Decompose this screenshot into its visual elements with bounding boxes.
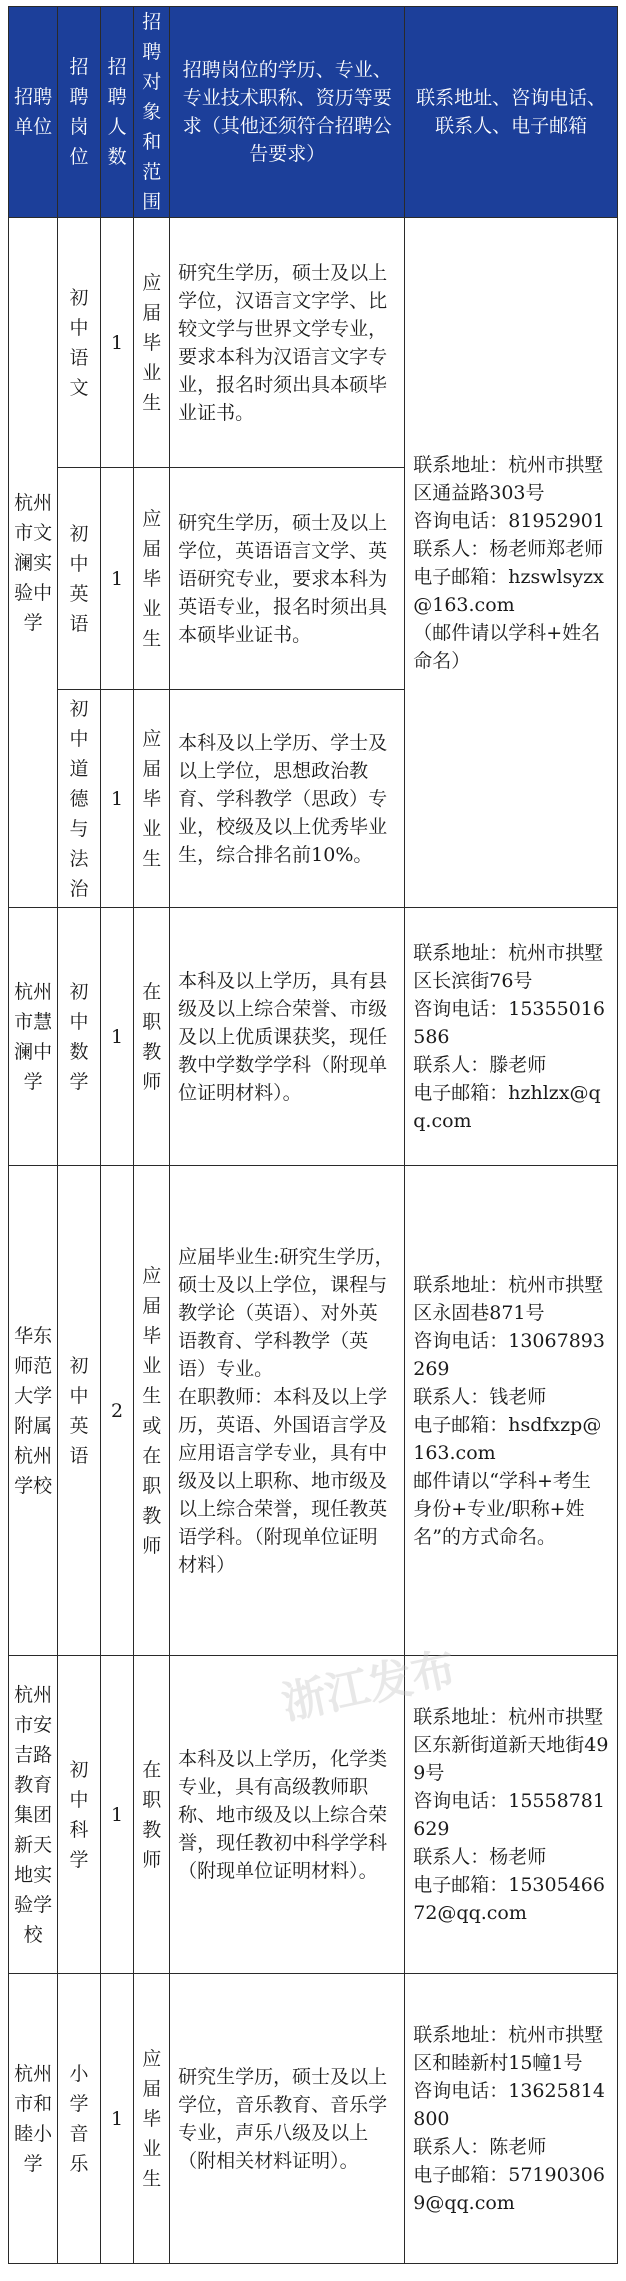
table-row [9,908,618,1166]
header-requirements: 招聘岗位的学历、专业、专业技术职称、资历等要求（其他还须符合招聘公告要求） [170,7,405,218]
unit-name-cell: 杭州市和睦小学 [9,1974,58,2264]
count-cell: 1 [100,1656,134,1974]
count-cell: 1 [100,908,134,1166]
post-cell: 初中英语 [58,468,101,690]
contact-cell: 联系地址：杭州市拱墅区永固巷871号 咨询电话：13067893269 联系人：钱老师 电子邮箱：hsdfxzp@163.com 邮件请以“学科+考生身份+专业/职称+姓名”的方式命名。 [405,1166,618,1656]
requirements-cell: 研究生学历，硕士及以上学位，汉语言文字学、比较文学与世界文学专业，要求本科为汉语言文字专业，报名时须出具本硕毕业证书。 [170,218,405,468]
contact-cell: 联系地址：杭州市拱墅区通益路303号 咨询电话：81952901 联系人：杨老师郑老师 电子邮箱：hzswlsyzx@163.com （邮件请以学科+姓名命名） [405,218,618,908]
header-contact: 联系地址、咨询电话、联系人、电子邮箱 [405,7,618,218]
requirements-cell: 研究生学历，硕士及以上学位，英语语言文学、英语研究专业，要求本科为英语专业，报名时须出具本硕毕业证书。 [170,468,405,690]
target-cell: 在职教师 [134,1656,170,1974]
target-cell: 应届毕业生 [134,218,170,468]
post-cell: 初中道德与法治 [58,690,101,908]
count-cell: 1 [100,1974,134,2264]
contact-cell: 联系地址：杭州市拱墅区东新街道新天地街499号 咨询电话：15558781629 联系人：杨老师 电子邮箱：1530546672@qq.com [405,1656,618,1974]
unit-name-cell: 杭州市安吉路教育集团新天地实验学校 [9,1656,58,1974]
requirements-cell: 应届毕业生:研究生学历，硕士及以上学位，课程与教学论（英语）、对外英语教育、学科教学（英语）专业。 在职教师：本科及以上学历，英语、外国语言学及应用语言学专业，具有中级及以上职称、地市级及以上综合荣誉，现任教英语学科。（附现单位证明材料） [170,1166,405,1656]
table-row [9,1656,618,1974]
header-row [9,7,618,218]
target-cell: 应届毕业生 [134,1974,170,2264]
target-cell: 应届毕业生或在职教师 [134,1166,170,1656]
target-cell: 应届毕业生 [134,468,170,690]
requirements-cell: 本科及以上学历，具有县级及以上综合荣誉、市级及以上优质课获奖，现任教中学数学学科（附现单位证明材料）。 [170,908,405,1166]
count-cell: 2 [100,1166,134,1656]
count-cell: 1 [100,468,134,690]
table-row [9,1166,618,1656]
requirements-cell: 本科及以上学历、学士及以上学位，思想政治教育、学科教学（思政）专业，校级及以上优秀毕业生，综合排名前10%。 [170,690,405,908]
target-cell: 在职教师 [134,908,170,1166]
watermark: 浙江发布 [277,1643,461,1730]
table-row [9,1974,618,2264]
header-count: 招聘人数 [100,7,134,218]
count-cell: 1 [100,218,134,468]
unit-name-cell: 杭州市文澜实验中学 [9,218,58,908]
post-cell: 初中语文 [58,218,101,468]
post-cell: 初中数学 [58,908,101,1166]
unit-name-cell: 华东师范大学附属杭州学校 [9,1166,58,1656]
post-cell: 小学音乐 [58,1974,101,2264]
post-cell: 初中英语 [58,1166,101,1656]
header-unit: 招聘单位 [9,7,58,218]
count-cell: 1 [100,690,134,908]
header-post: 招聘岗位 [58,7,101,218]
target-cell: 应届毕业生 [134,690,170,908]
table-row [9,218,618,468]
contact-cell: 联系地址：杭州市拱墅区长滨街76号 咨询电话：15355016586 联系人：滕老师 电子邮箱：hzhlzx@qq.com [405,908,618,1166]
unit-name-cell: 杭州市慧澜中学 [9,908,58,1166]
post-cell: 初中科学 [58,1656,101,1974]
requirements-cell: 本科及以上学历，化学类专业，具有高级教师职称、地市级及以上综合荣誉，现任教初中科学学科（附现单位证明材料）。 [170,1656,405,1974]
header-target: 招聘对象和范围 [134,7,170,218]
requirements-cell: 研究生学历，硕士及以上学位，音乐教育、音乐学专业，声乐八级及以上（附相关材料证明）。 [170,1974,405,2264]
recruitment-table [8,6,618,2264]
contact-cell: 联系地址：杭州市拱墅区和睦新村15幢1号 咨询电话：13625814800 联系人：陈老师 电子邮箱：571903069@qq.com [405,1974,618,2264]
